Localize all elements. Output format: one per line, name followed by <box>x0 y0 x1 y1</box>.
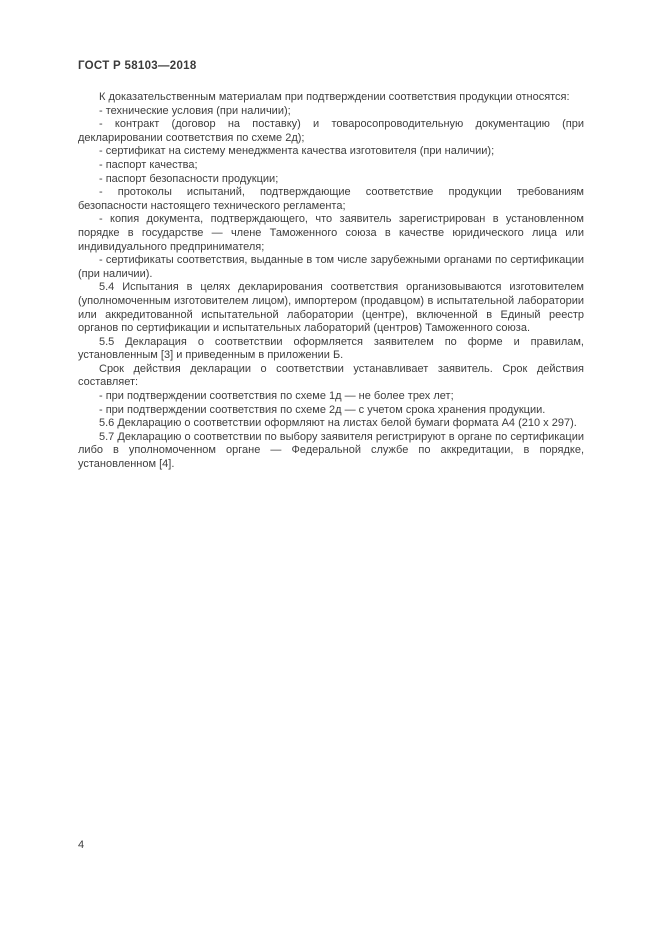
list-item-paragraph: - сертификаты соответствия, выданные в том числе зарубежными органами по сертификации (при наличии). <box>78 254 584 280</box>
list-item-paragraph: - при подтверждении соответствия по схеме 1д — не более трех лет; <box>99 390 454 403</box>
clause-5-5-paragraph: 5.5 Декларация о соответствии оформляется заявителем по форме и правилам, установленным [3] и приведенным в приложении Б. <box>78 335 584 362</box>
clause-5-6-paragraph: 5.6 Декларацию о соответствии оформляют на листах белой бумаги формата А4 (210 x 297). <box>99 417 577 430</box>
list-item-paragraph: - технические условия (при наличии); <box>99 104 291 117</box>
clause-5-4-paragraph: 5.4 Испытания в целях декларирования соответствия организовываются изготовителем (уполномоченным изготовителем лицом), импортером (продавцом) в испытательной лаборатории или аккредитованной испытательной лаборатории (центре), включенной в Единый реестр органов по сертификации и испытательных лабораторий (центров) Таможенного союза. <box>78 281 584 335</box>
list-item-paragraph: - копия документа, подтверждающего, что заявитель зарегистрирован в установленном порядке в государстве — члене Таможенного союза в качестве юридического лица или индивидуального предпринимателя; <box>78 213 584 253</box>
list-item-paragraph: - при подтверждении соответствия по схеме 2д — с учетом срока хранения продукции. <box>99 403 546 416</box>
body-text-block <box>78 91 584 472</box>
list-item-paragraph: - протоколы испытаний, подтверждающие соответствие продукции требованиям безопасности настоящего технического регламента; <box>78 186 584 212</box>
list-item-paragraph: - сертификат на систему менеджмента качества изготовителя (при наличии); <box>99 145 495 158</box>
list-item-paragraph: - контракт (договор на поставку) и товаросопроводительную документацию (при декларировании соответствия по схеме 2д); <box>78 118 584 144</box>
clause-5-7-paragraph: 5.7 Декларацию о соответствии по выбору заявителя регистрируют в органе по сертификации либо в уполномоченном органе — Федеральной службе по аккредитации, в порядке, установленном [4]. <box>78 430 584 471</box>
list-item-paragraph: - паспорт качества; <box>99 158 198 171</box>
body-paragraph: Срок действия декларации о соответствии устанавливает заявитель. Срок действия составляет: <box>78 362 584 389</box>
page-number: 4 <box>78 839 85 851</box>
running-header: ГОСТ Р 58103—2018 <box>78 60 197 72</box>
body-paragraph: К доказательственным материалам при подтверждении соответствия продукции относятся: <box>99 91 570 103</box>
list-item-paragraph: - паспорт безопасности продукции; <box>99 172 279 185</box>
